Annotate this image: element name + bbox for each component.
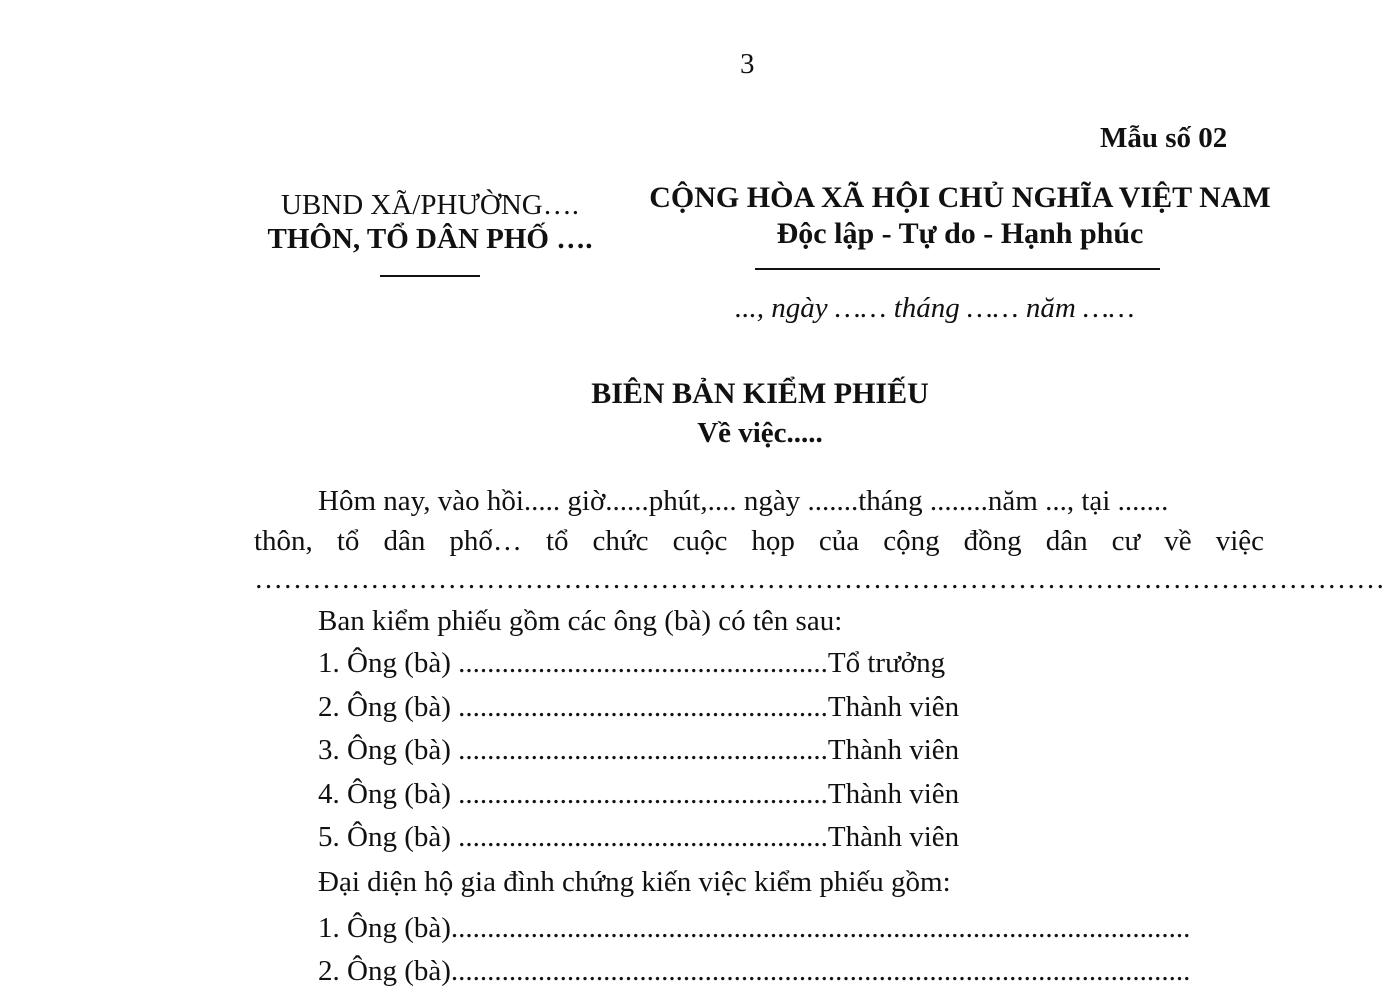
board-member-row <box>318 691 959 724</box>
board-member-row <box>318 778 959 811</box>
board-member-label: 4. Ông (bà) ................................................... <box>318 778 828 810</box>
witness-row: 1. Ông (bà)...................................................................................................... <box>318 912 1191 944</box>
form-number: Mẫu số 02 <box>1100 122 1228 154</box>
document-subtitle: Về việc..... <box>697 417 823 449</box>
intro-line-1: Hôm nay, vào hồi..... giờ......phút,.... ngày .......tháng ........năm ..., tại ....... <box>318 485 1169 517</box>
board-member-row <box>318 821 959 854</box>
national-title: CỘNG HÒA XÃ HỘI CHỦ NGHĨA VIỆT NAM <box>649 181 1271 214</box>
board-member-label: 2. Ông (bà) ................................................... <box>318 691 828 723</box>
board-member-role: Thành viên <box>827 778 960 810</box>
national-header <box>645 180 1275 252</box>
issuing-authority-header <box>240 188 620 256</box>
motto-underline <box>755 268 1160 270</box>
authority-line-1: UBND XÃ/PHƯỜNG…. <box>280 189 579 221</box>
witness-heading: Đại diện hộ gia đình chứng kiến việc kiểm phiếu gồm: <box>318 866 951 898</box>
authority-line-2: THÔN, TỔ DÂN PHỐ …. <box>267 223 593 255</box>
witness-row: 2. Ông (bà)...................................................................................................... <box>318 955 1191 987</box>
page-number: 3 <box>740 48 755 80</box>
board-member-role: Thành viên <box>827 691 960 723</box>
date-line: ..., ngày …… tháng …… năm …… <box>735 292 1135 324</box>
document-title: BIÊN BẢN KIỂM PHIẾU <box>591 377 929 410</box>
intro-line-2: thôn, tổ dân phố… tổ chức cuộc họp của cộng đồng dân cư về việc <box>254 525 1264 557</box>
board-heading: Ban kiểm phiếu gồm các ông (bà) có tên sau: <box>318 605 843 637</box>
board-member-role: Tổ trưởng <box>827 647 946 679</box>
authority-underline <box>380 275 480 277</box>
board-member-label: 3. Ông (bà) ................................................... <box>318 734 828 766</box>
board-member-row <box>318 647 945 680</box>
board-member-role: Thành viên <box>827 734 960 766</box>
intro-line-3: ……………………………………………………………………………………………………… <box>254 563 1385 595</box>
board-member-label: 5. Ông (bà) ................................................... <box>318 821 828 853</box>
board-member-row <box>318 734 959 767</box>
board-member-label: 1. Ông (bà) ................................................... <box>318 647 828 679</box>
national-motto: Độc lập - Tự do - Hạnh phúc <box>776 217 1144 250</box>
board-member-role: Thành viên <box>827 821 960 853</box>
